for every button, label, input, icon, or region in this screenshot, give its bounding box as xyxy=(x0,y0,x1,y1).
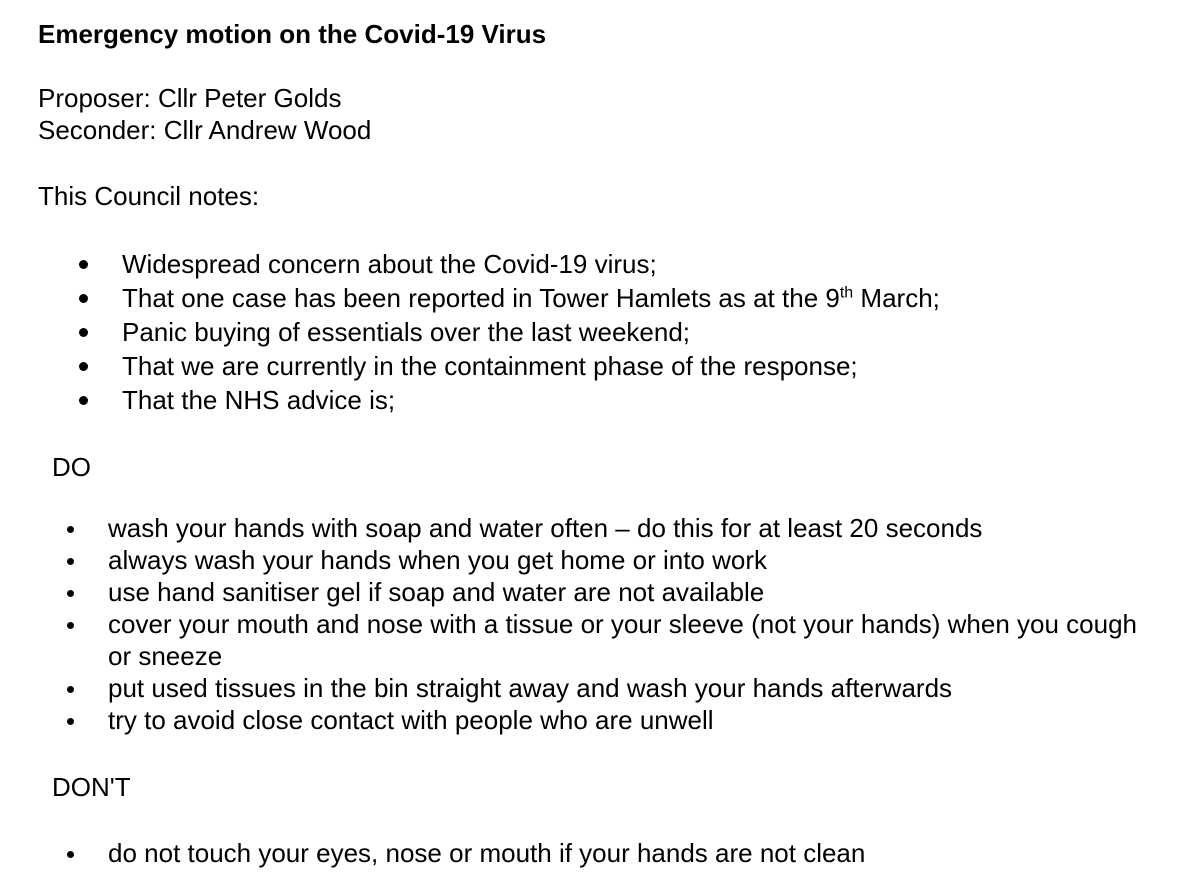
list-item xyxy=(0,672,1148,704)
document-title: Emergency motion on the Covid-19 Virus xyxy=(38,19,547,49)
list-item-text: That the NHS advice is; xyxy=(122,385,396,415)
bullet-icon xyxy=(67,686,74,693)
list-item xyxy=(0,544,1148,576)
ordinal-superscript: th xyxy=(839,284,854,302)
list-item xyxy=(0,576,1148,608)
list-item-text: That we are currently in the containment phase of the response; xyxy=(122,351,858,381)
list-item-text: put used tissues in the bin straight away and wash your hands afterwards xyxy=(108,673,953,703)
bullet-icon xyxy=(67,558,74,565)
list-item-text: Widespread concern about the Covid-19 virus; xyxy=(122,249,657,279)
dont-heading: DON'T xyxy=(52,772,131,802)
bullet-icon xyxy=(67,851,74,858)
list-item-text: cover your mouth and nose with a tissue or your sleeve (not your hands) when you cough or sneeze xyxy=(108,609,1138,671)
list-item xyxy=(0,704,1148,736)
bullet-icon xyxy=(67,526,74,533)
list-item-text xyxy=(122,281,940,315)
list-item-text-part: That one case has been reported in Tower Hamlets as at the 9 xyxy=(122,283,840,313)
bullet-icon xyxy=(67,622,74,629)
do-list xyxy=(0,512,1148,736)
list-item-text: try to avoid close contact with people who are unwell xyxy=(108,705,714,735)
seconder-line: Seconder: Cllr Andrew Wood xyxy=(38,115,372,145)
bullet-icon xyxy=(79,294,88,303)
bullet-icon xyxy=(79,396,88,405)
list-item-text: do not touch your eyes, nose or mouth if your hands are not clean xyxy=(108,838,866,868)
list-item-text: wash your hands with soap and water often – do this for at least 20 seconds xyxy=(108,513,983,543)
list-item-text: use hand sanitiser gel if soap and water are not available xyxy=(108,577,765,607)
bullet-icon xyxy=(67,718,74,725)
proposer-line: Proposer: Cllr Peter Golds xyxy=(38,83,342,113)
bullet-icon xyxy=(79,362,88,371)
list-item-text: always wash your hands when you get home or into work xyxy=(108,545,768,575)
list-item xyxy=(0,837,1148,869)
bullet-icon xyxy=(79,328,88,337)
list-item xyxy=(0,608,1148,672)
list-item-text-part: March; xyxy=(853,283,940,313)
bullet-icon xyxy=(79,260,88,269)
bullet-icon xyxy=(67,590,74,597)
list-item xyxy=(0,512,1148,544)
notes-heading: This Council notes: xyxy=(38,181,260,211)
dont-list xyxy=(0,837,1148,869)
do-heading: DO xyxy=(52,452,91,482)
list-item-text: Panic buying of essentials over the last weekend; xyxy=(122,317,691,347)
